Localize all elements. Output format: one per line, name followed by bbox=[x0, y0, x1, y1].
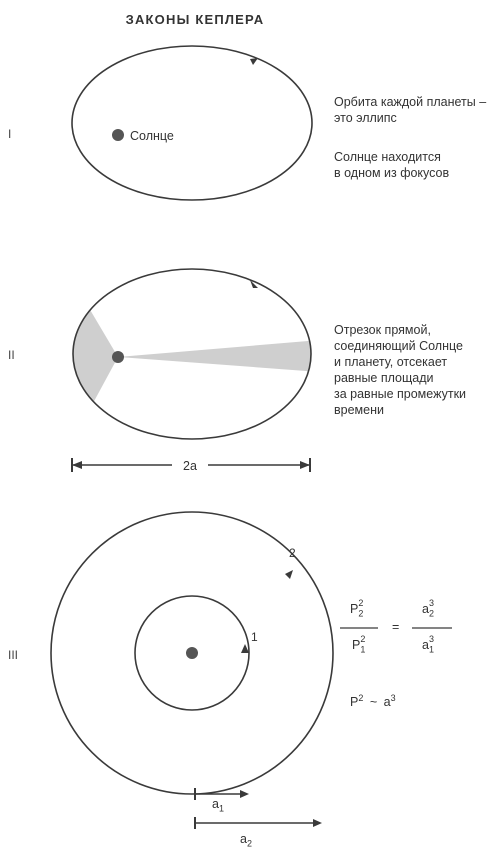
law2-desc-line: равные площади bbox=[334, 371, 434, 385]
formula-a2-letter: a bbox=[422, 602, 429, 617]
prop-symbol: ~ bbox=[369, 695, 378, 710]
axis-arrow-right bbox=[300, 461, 310, 469]
law1-desc-line: это эллипс bbox=[334, 111, 397, 125]
prop-p: P bbox=[350, 695, 359, 710]
prop-p-sup: 2 bbox=[358, 693, 364, 703]
a2-arrow bbox=[313, 819, 322, 827]
area-sectors bbox=[60, 308, 320, 405]
sector-left bbox=[60, 308, 118, 405]
formula-a1-sup: 3 bbox=[428, 634, 434, 644]
sector-right bbox=[118, 340, 320, 372]
page-title: ЗАКОНЫ КЕПЛЕРА bbox=[125, 12, 265, 27]
a2-sub: 2 bbox=[246, 838, 252, 849]
orbit-label-2: 2 bbox=[289, 546, 296, 560]
formula-a1-letter: a bbox=[422, 638, 429, 653]
a1-arrow bbox=[240, 790, 249, 798]
law2-numeral: II bbox=[8, 348, 15, 362]
orbit-arrow-4 bbox=[285, 570, 293, 579]
orbit-label-1: 1 bbox=[251, 630, 258, 644]
formula-p1-letter: P bbox=[352, 638, 361, 653]
formula-equals: = bbox=[392, 620, 400, 634]
formula-p2-sub: 2 bbox=[358, 608, 364, 619]
law2-desc-line: Отрезок прямой, bbox=[334, 323, 431, 337]
law2-desc-line: соединяющий Солнце bbox=[334, 339, 463, 353]
sun-label: Солнце bbox=[130, 129, 174, 143]
law2-desc-line: времени bbox=[334, 403, 384, 417]
law1-desc2-line: Солнце находится bbox=[334, 150, 441, 164]
law3-numeral: III bbox=[8, 648, 19, 662]
sun-dot-1 bbox=[112, 129, 124, 141]
prop-a: a bbox=[383, 695, 391, 710]
formula-a2-sub: 2 bbox=[428, 608, 434, 619]
law1-numeral: I bbox=[8, 127, 12, 141]
axis-arrow-left bbox=[72, 461, 82, 469]
formula-p2-sup: 2 bbox=[358, 598, 364, 608]
law1-desc2-line: в одном из фокусов bbox=[334, 166, 450, 180]
orbit-ellipse-1 bbox=[72, 46, 312, 200]
a1-sub: 1 bbox=[218, 803, 224, 814]
formula-p2-letter: P bbox=[350, 602, 359, 617]
sun-dot-3 bbox=[186, 647, 198, 659]
a1-letter: a bbox=[212, 797, 219, 811]
formula-a1-sub: 1 bbox=[428, 644, 434, 655]
axis-label-2a: 2a bbox=[183, 459, 197, 473]
law1-desc-line: Орбита каждой планеты – bbox=[334, 95, 487, 109]
formula-a2-sup: 3 bbox=[428, 598, 434, 608]
law2-desc-line: и планету, отсекает bbox=[334, 355, 448, 369]
formula-p1-sup: 2 bbox=[360, 634, 366, 644]
law2-desc-line: за равные промежутки bbox=[334, 387, 467, 401]
orbit-arrow-1 bbox=[250, 58, 258, 65]
sun-dot-2 bbox=[112, 351, 124, 363]
formula-p1-sub: 1 bbox=[360, 644, 366, 655]
prop-a-sup: 3 bbox=[390, 693, 396, 703]
a2-letter: a bbox=[240, 832, 247, 846]
